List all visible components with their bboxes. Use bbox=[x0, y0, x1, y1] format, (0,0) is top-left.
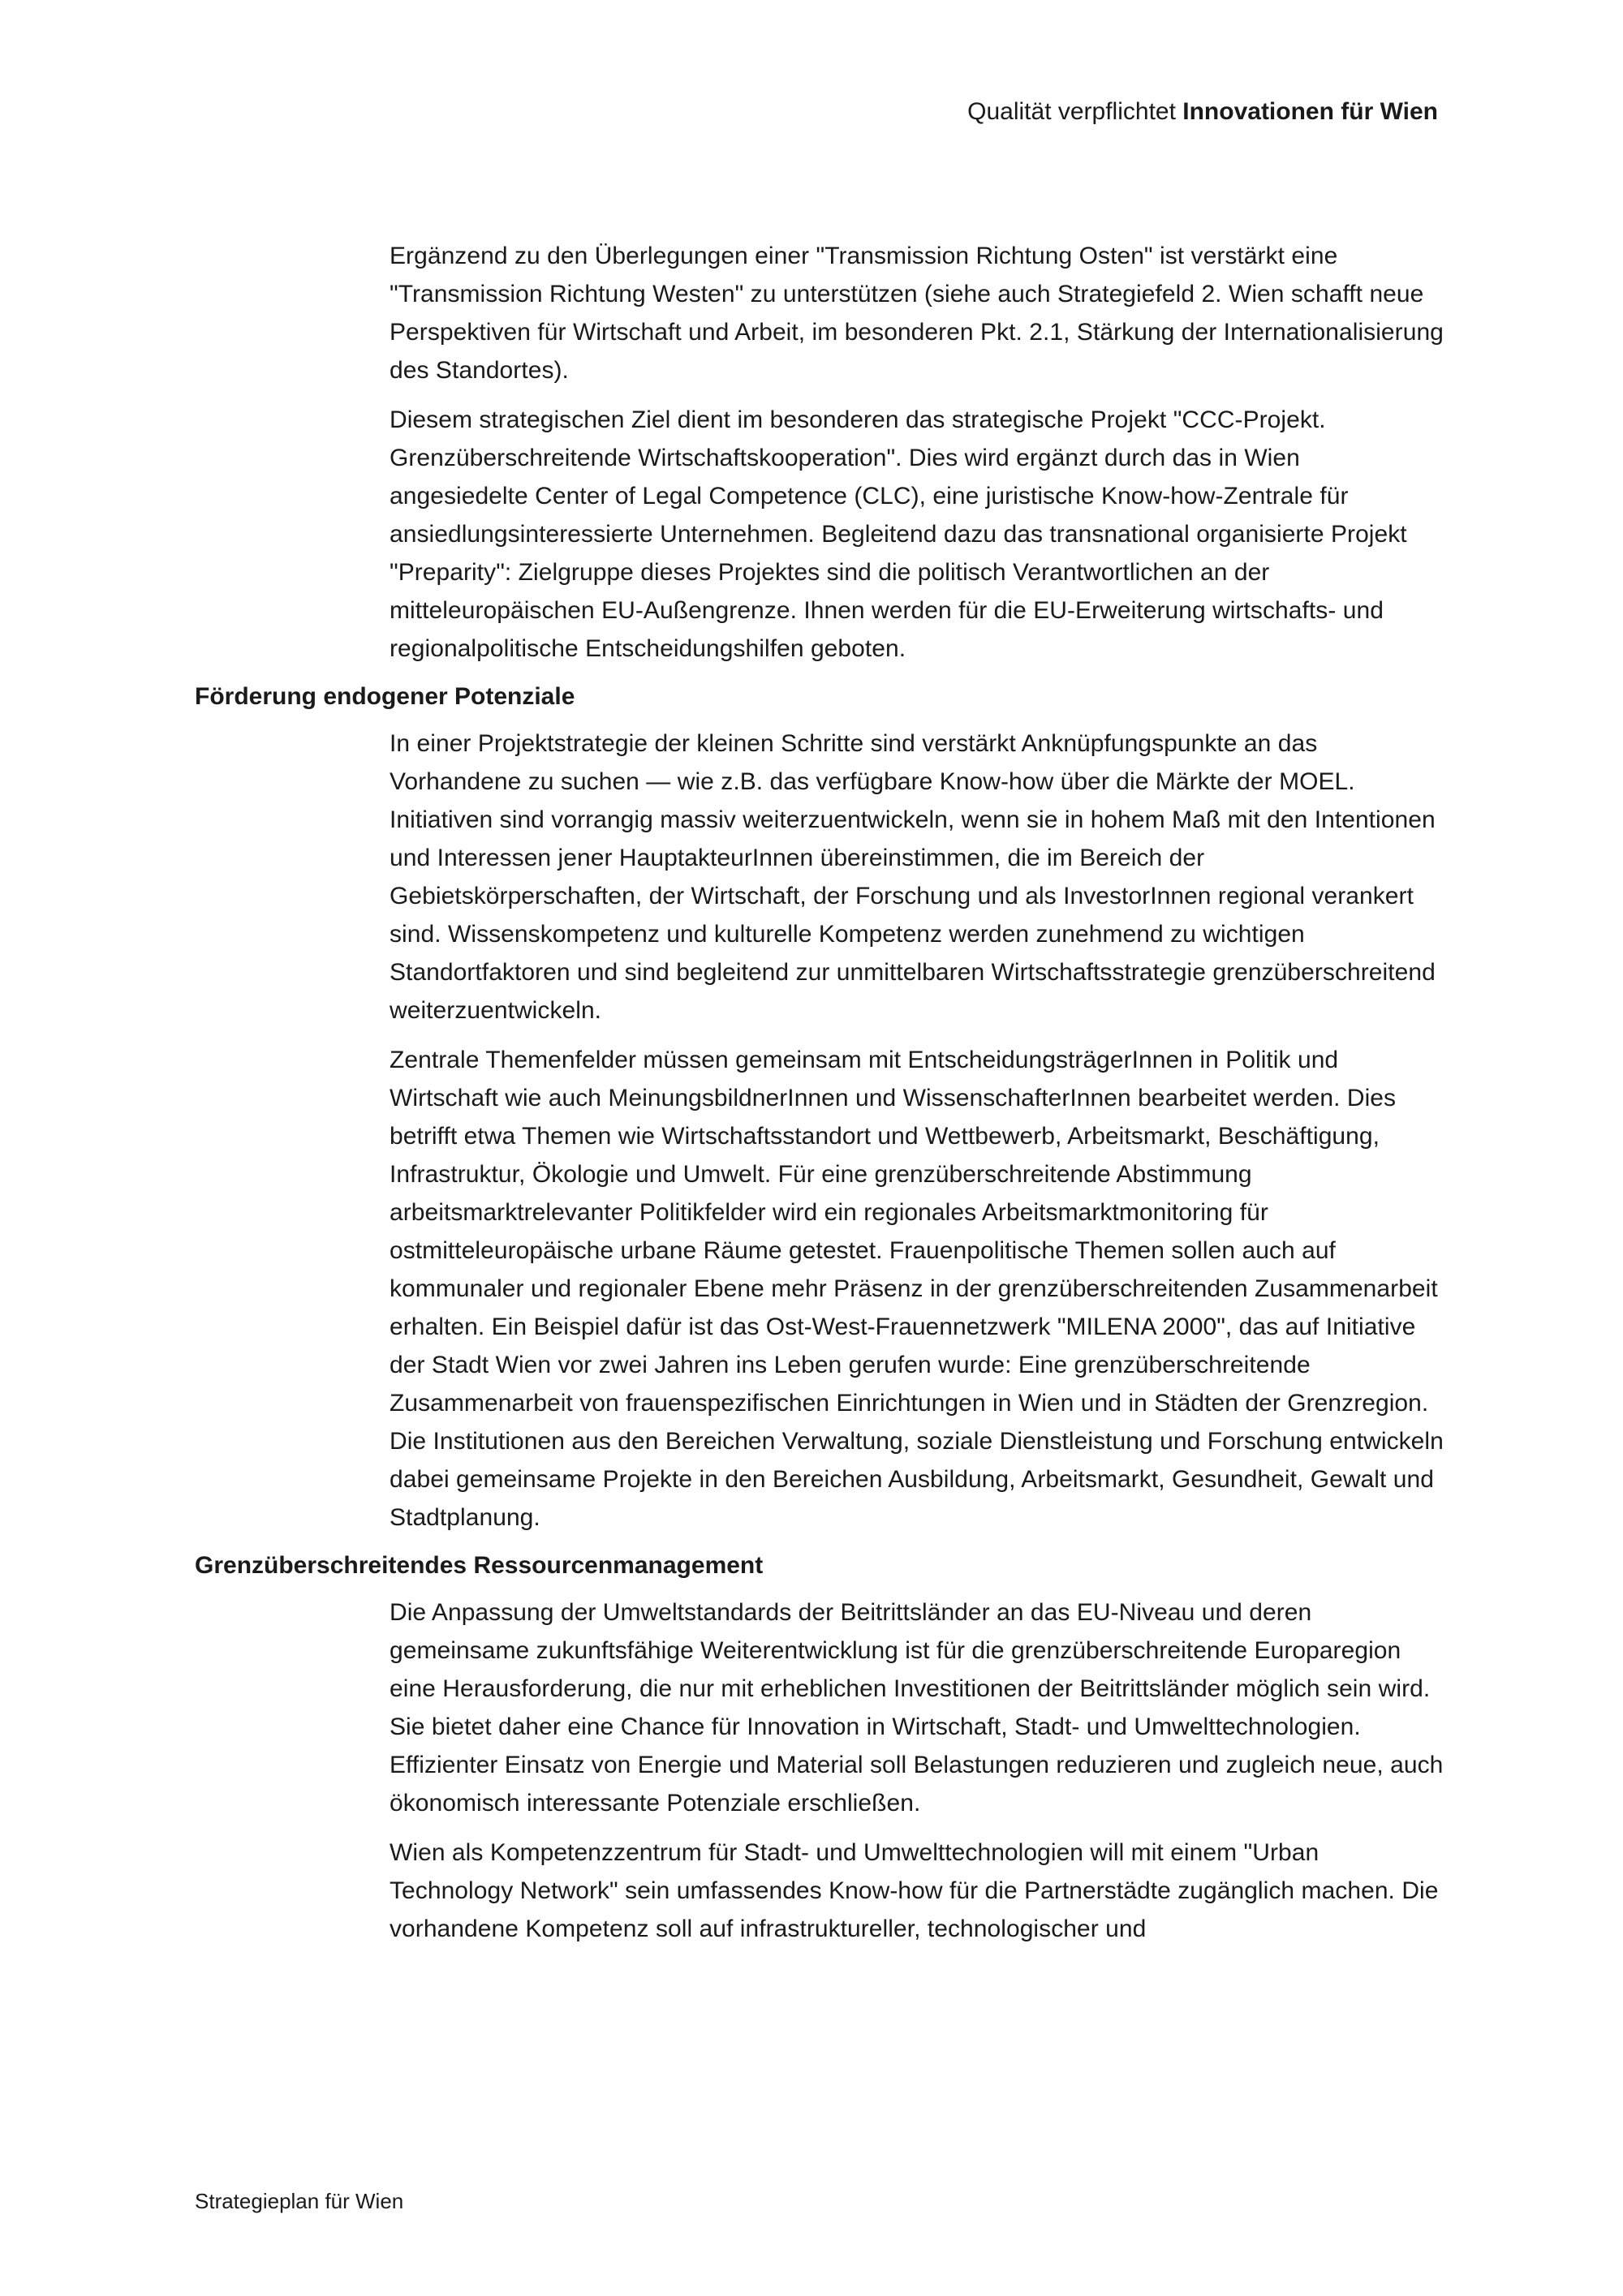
endogene-potenziale-paragraph-2: Zentrale Themenfelder müssen gemeinsam mit EntscheidungsträgerInnen in Politik und Wirtschaft wie auch MeinungsbildnerInnen und WissenschafterInnen bearbeitet werden. Dies betrifft etwa Themen wie Wirtschaftsstandort und Wettbewerb, Arbeitsmarkt, Beschäftigung, Infrastruktur, Ökologie und Umwelt. Für eine grenzüberschreitende Abstimmung arbeitsmarktrelevanter Politikfelder wird ein regionales Arbeitsmarktmonitoring für ostmitteleuropäische urbane Räume getestet. Frauenpolitische Themen sollen auch auf kommunaler und regionaler Ebene mehr Präsenz in der grenzüberschreitenden Zusammenarbeit erhalten. Ein Beispiel dafür ist das Ost-West-Frauennetzwerk "MILENA 2000", das auf Initiative der Stadt Wien vor zwei Jahren ins Leben gerufen wurde: Eine grenzüberschreitende Zusammenarbeit von frauenspezifischen Einrichtungen in Wien und in Städten der Grenzregion. Die Institutionen aus den Bereichen Verwaltung, soziale Dienstleistung und Forschung entwickeln dabei gemeinsame Projekte in den Bereichen Ausbildung, Arbeitsmarkt, Gesundheit, Gewalt und Stadtplanung. bbox=[390, 1047, 1444, 1531]
running-header-regular: Qualität verpflichtet bbox=[967, 98, 1183, 125]
ressourcenmanagement-paragraph-1: Die Anpassung der Umweltstandards der Beitrittsländer an das EU-Niveau und deren gemeinsame zukunftsfähige Weiterentwicklung ist für die grenzüberschreitende Europaregion eine Herausforderung, die nur mit erheblichen Investitionen der Beitrittsländer möglich sein wird. Sie bietet daher eine Chance für Innovation in Wirtschaft, Stadt- und Umwelttechnologien. Effizienter Einsatz von Energie und Material soll Belastungen reduzieren und zugleich neue, auch ökonomisch interessante Potenziale erschließen. bbox=[390, 1599, 1444, 1817]
running-header-bold: Innovationen für Wien bbox=[1182, 98, 1438, 125]
document-body bbox=[195, 237, 1444, 1959]
ressourcenmanagement-paragraph-2: Wien als Kompetenzzentrum für Stadt- und Umwelttechnologien will mit einem "Urban Technology Network" sein umfassendes Know-how für die Partnerstädte zugänglich machen. Die vorhandene Kompetenz soll auf infrastruktureller, technologischer und bbox=[390, 1839, 1439, 1942]
running-header bbox=[967, 96, 1438, 128]
intro-paragraph-2: Diesem strategischen Ziel dient im besonderen das strategische Projekt "CCC-Projekt. Grenzüberschreitende Wirtschaftskooperation". Dies wird ergänzt durch das in Wien angesiedelte Center of Legal Competence (CLC), eine juristische Know-how-Zentrale für ansiedlungsinteressierte Unternehmen. Begleitend dazu das transnational organisierte Projekt "Preparity": Zielgruppe dieses Projektes sind die politisch Verantwortlichen an der mitteleuropäischen EU-Außengrenze. Ihnen werden für die EU-Erweiterung wirtschafts- und regionalpolitische Entscheidungshilfen geboten. bbox=[390, 406, 1407, 662]
section-heading-ressourcenmanagement: Grenzüberschreitendes Ressourcenmanagement bbox=[195, 1552, 764, 1579]
endogene-potenziale-paragraph-1: In einer Projektstrategie der kleinen Schritte sind verstärkt Anknüpfungspunkte an das Vorhandene zu suchen — wie z.B. das verfügbare Know-how über die Märkte der MOEL. Initiativen sind vorrangig massiv weiterzuentwickeln, wenn sie in hohem Maß mit den Intentionen und Interessen jener HauptakteurInnen übereinstimmen, die im Bereich der Gebietskörperschaften, der Wirtschaft, der Forschung und als InvestorInnen regional verankert sind. Wissenskompetenz und kulturelle Kompetenz werden zunehmend zu wichtigen Standortfaktoren und sind begleitend zur unmittelbaren Wirtschaftsstrategie grenzüberschreitend weiterzuentwickeln. bbox=[390, 730, 1436, 1024]
section-heading-endogene-potenziale: Förderung endogener Potenziale bbox=[195, 683, 575, 710]
intro-paragraph-1: Ergänzend zu den Überlegungen einer "Transmission Richtung Osten" ist verstärkt eine "Transmission Richtung Westen" zu unterstützen (siehe auch Strategiefeld 2. Wien schafft neue Perspektiven für Wirtschaft und Arbeit, im besonderen Pkt. 2.1, Stärkung der Internationalisierung des Standortes). bbox=[390, 243, 1444, 384]
running-footer: Strategieplan für Wien bbox=[195, 2189, 404, 2213]
